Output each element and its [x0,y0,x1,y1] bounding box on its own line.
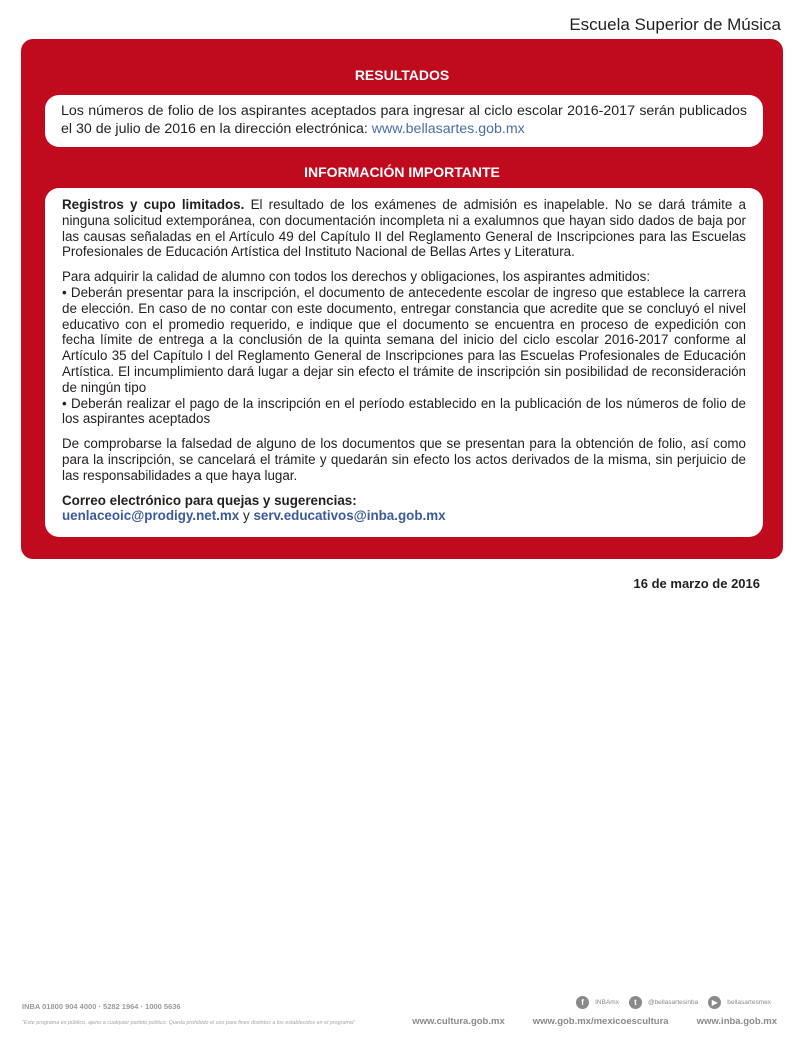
requirement-payment: • Deberán realizar el pago de la inscripción en el período establecido en la publicación de los números de folio de los aspirantes aceptados [62,395,746,427]
contact-emails [62,508,746,524]
important-info-box [45,188,763,537]
footer-urls [412,1016,777,1027]
twitter-icon: t [629,996,642,1009]
admission-intro: Para adquirir la calidad de alumno con todos los derechos y obligaciones, los aspirantes admitidos: [62,269,651,285]
inba-link[interactable]: www.inba.gob.mx [696,1016,777,1027]
results-heading: RESULTADOS [354,67,450,83]
email-servicios-link[interactable]: serv.educativos@inba.gob.mx [253,508,446,524]
program-disclaimer: "Este programa es público, ajeno a cualquier partido político. Queda prohibido el uso para fines distintos a los establecidos en el programa" [22,1020,355,1026]
email-joiner: y [243,508,250,524]
bellasartes-link[interactable]: www.bellasartes.gob.mx [371,121,525,137]
registration-text: El resultado de los exámenes de admisión es inapelable. No se dará trámite a ninguna solicitud extemporánea, con documentación incompleta ni a exalumnos que hayan sido dados de baja por las causas señaladas en el Artículo 49 del Capítulo II del Reglamento General de Inscripciones para las Escuelas Profesionales de Educación Artística del Instituto Nacional de Bellas Artes y Literatura. [62,197,746,260]
facebook-icon: f [576,996,589,1009]
results-paragraph [61,102,747,138]
contact-label: Correo electrónico para quejas y sugerencias: [62,492,357,508]
publication-date: 16 de marzo de 2016 [633,576,760,591]
falsification-paragraph: De comprobarse la falsedad de alguno de los documentos que se presentan para la obtención de folio, así como para la inscripción, se cancelará el trámite y quedarán sin efecto los actos derivados de la misma, sin perjuicio de las responsabilidades a que haya lugar. [62,436,746,483]
school-name: Escuela Superior de Música [569,15,781,34]
results-text: Los números de folio de los aspirantes aceptados para ingresar al ciclo escolar 2016-2017 serán publicados el 30 de julio de 2016 en la dirección electrónica: [61,103,747,137]
announcement-panel [21,39,783,559]
facebook-handle[interactable]: INBAmx [595,999,619,1006]
registration-heading: Registros y cupo limitados. [62,197,245,212]
mexicoescultura-link[interactable]: www.gob.mx/mexicoescultura [532,1016,669,1027]
results-box [45,95,763,147]
footer [0,990,803,1043]
social-links [576,996,775,1009]
twitter-handle[interactable]: @bellasartesinba [647,999,699,1006]
cultura-link[interactable]: www.cultura.gob.mx [412,1016,505,1027]
requirement-document: • Deberán presentar para la inscripción, el documento de antecedente escolar de ingreso que establece la carrera de elección. En caso de no contar con este documento, entregar constancia que acredite que se concluyó el nivel educativo con el promedio requerido, e indique que el documento se encuentra en proceso de expedición con fecha límite de entrega a la conclusión de la quinta semana del inicio del ciclo escolar 2016-2017 conforme al Artículo 35 del Capítulo I del Reglamento General de Inscripciones para las Escuelas Profesionales de Educación Artística. El incumplimiento dará lugar a dejar sin efecto el trámite de inscripción sin posibilidad de reconsideración de ningún tipo [62,284,746,395]
email-oic-link[interactable]: uenlaceoic@prodigy.net.mx [62,508,240,524]
important-info-heading: INFORMACIÓN IMPORTANTE [304,164,500,180]
youtube-handle[interactable]: bellasartesmex [727,999,771,1006]
youtube-icon: ▶ [708,996,721,1009]
registration-paragraph [62,197,746,260]
phone-numbers: INBA 01800 904 4000 · 5282 1964 · 1000 5636 [22,1002,181,1011]
